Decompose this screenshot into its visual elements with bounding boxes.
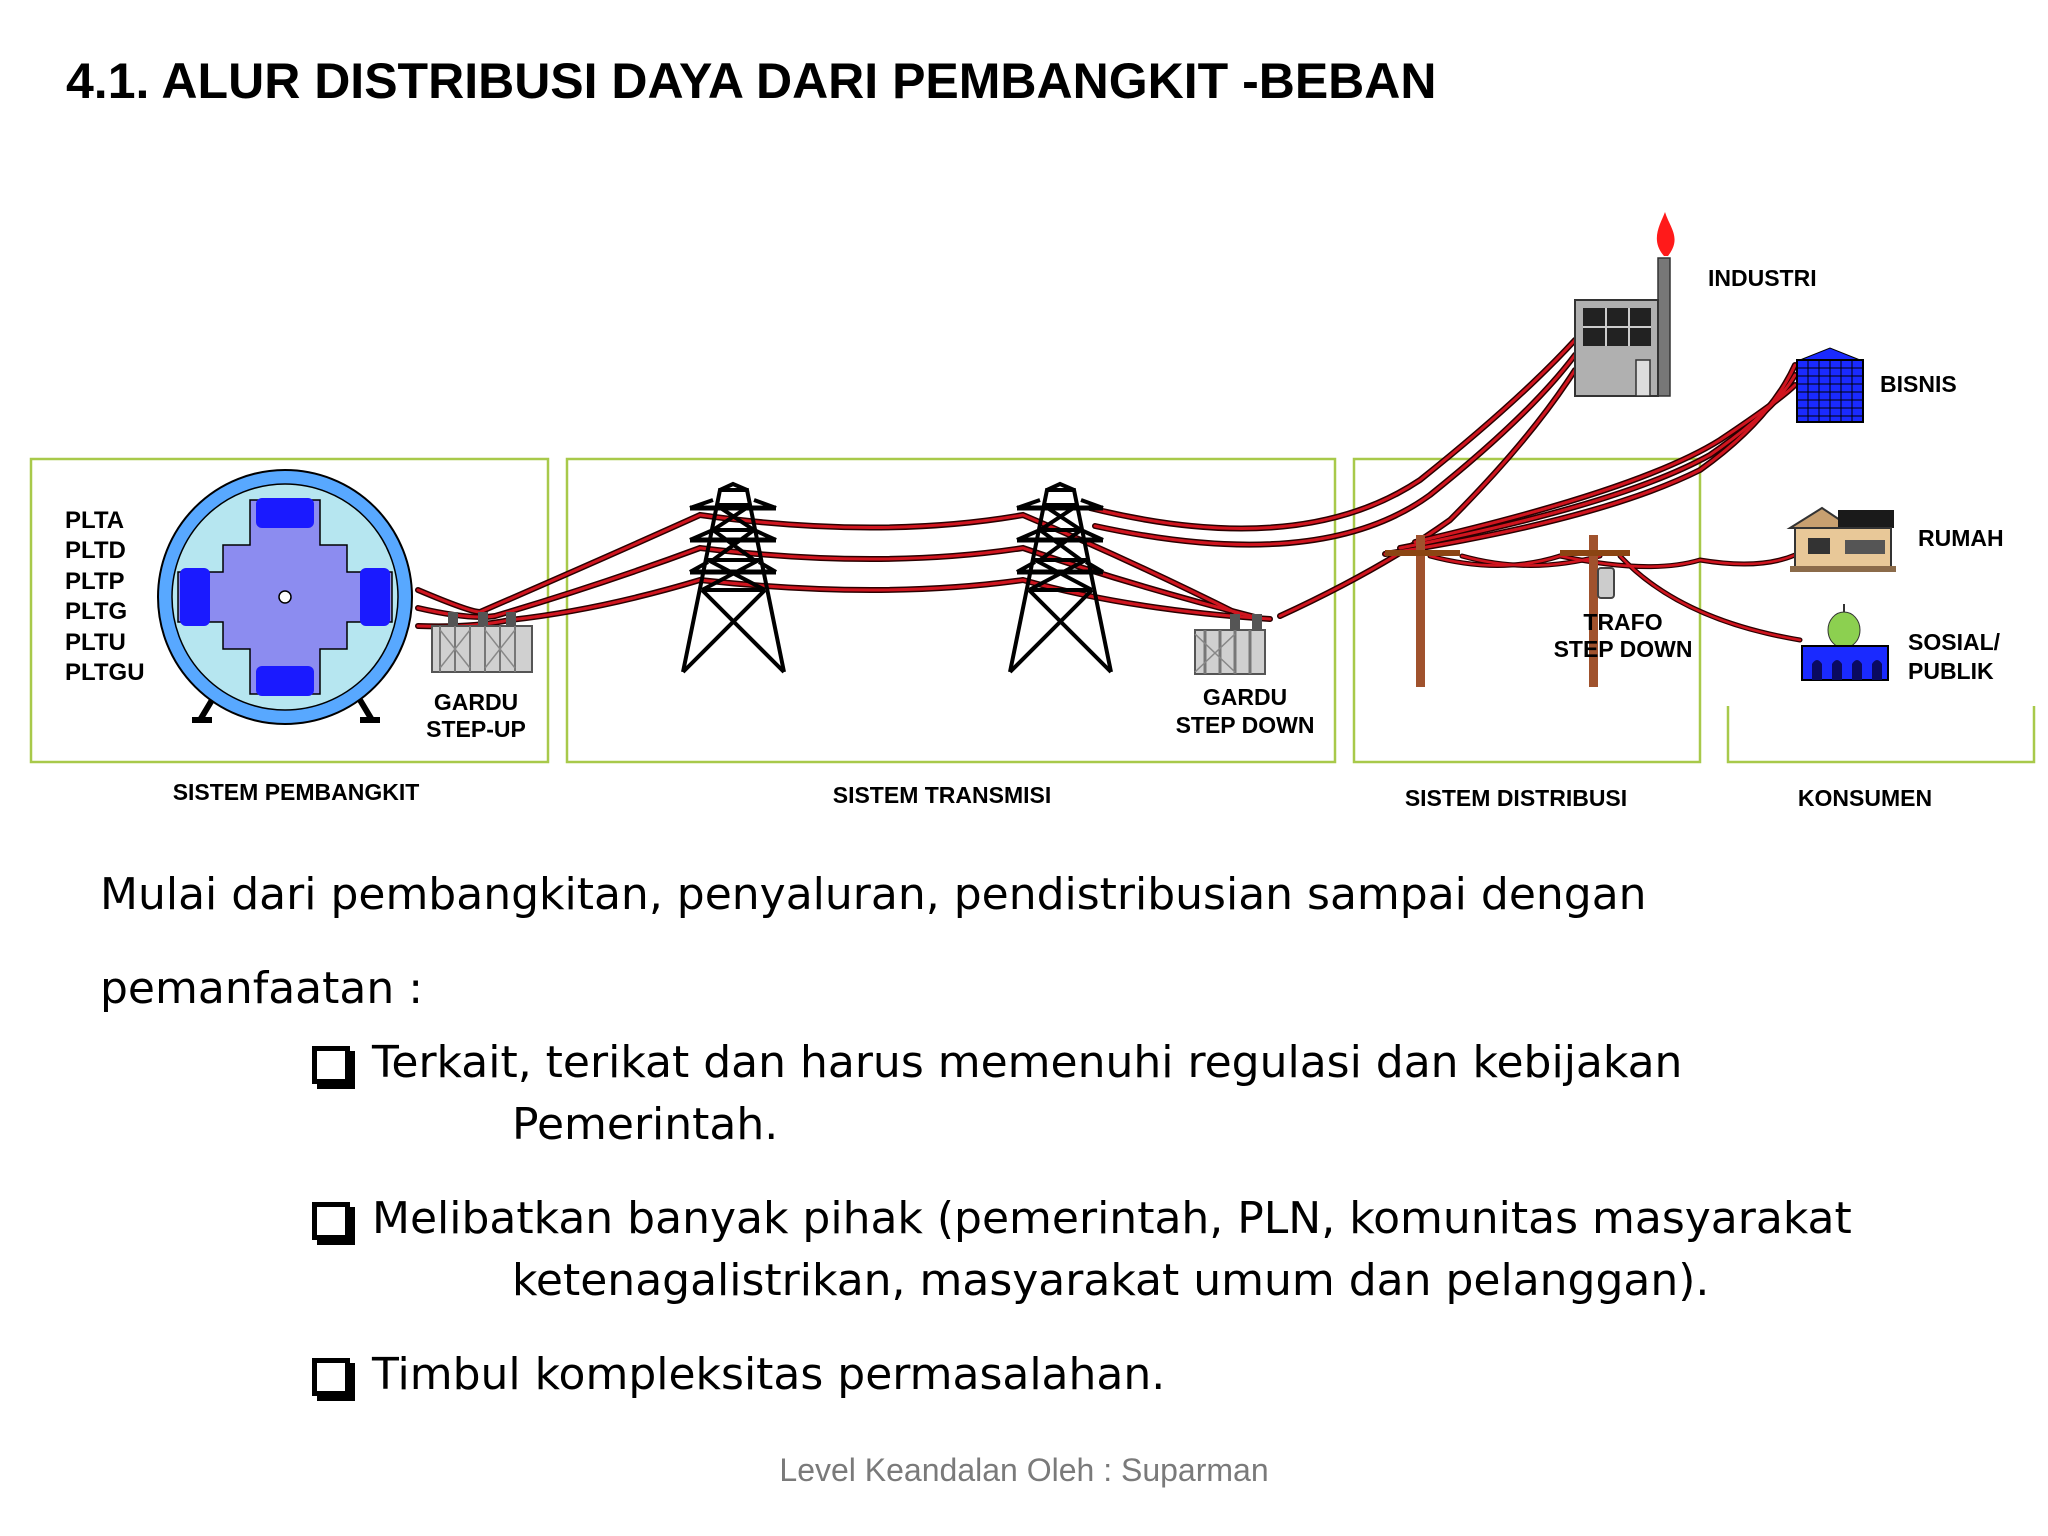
trafo-label: TRAFO bbox=[1583, 609, 1663, 635]
bullet-text-continued: Pemerintah. bbox=[512, 1099, 779, 1150]
intro-line: pemanfaatan : bbox=[100, 963, 424, 1014]
svg-text:PLTU: PLTU bbox=[65, 629, 126, 656]
svg-text:PLTP: PLTP bbox=[65, 568, 125, 595]
mosque-icon bbox=[1802, 604, 1888, 680]
gardu-stepdown-icon bbox=[1195, 614, 1265, 674]
intro-paragraph bbox=[100, 848, 1800, 1036]
footer-credit: Level Keandalan Oleh : Suparman bbox=[779, 1452, 1269, 1488]
consumer-sosial-label: PUBLIK bbox=[1908, 658, 1994, 684]
generator-icon bbox=[158, 470, 412, 724]
svg-text:PLTGU: PLTGU bbox=[65, 659, 145, 686]
intro-line: Mulai dari pembangkitan, penyaluran, pendistribusian sampai dengan bbox=[100, 869, 1647, 920]
section-distribusi-label: SISTEM DISTRIBUSI bbox=[1404, 785, 1628, 811]
checkbox-bullet-icon bbox=[312, 1046, 350, 1084]
gardu-stepup-label: GARDU bbox=[433, 689, 519, 715]
svg-text:PLTD: PLTD bbox=[65, 537, 126, 564]
section-pembangkit-label: SISTEM PEMBANGKIT bbox=[172, 779, 420, 805]
consumer-sosial-label: SOSIAL/ bbox=[1908, 629, 2001, 655]
consumer-bisnis-label: BISNIS bbox=[1880, 371, 1957, 397]
svg-text:PLTA: PLTA bbox=[65, 507, 125, 534]
gardu-stepdown-label: STEP DOWN bbox=[1175, 712, 1315, 738]
section-konsumen-label: KONSUMEN bbox=[1797, 785, 1933, 811]
house-icon bbox=[1790, 508, 1896, 572]
bullet-text: Timbul kompleksitas permasalahan. bbox=[372, 1349, 1166, 1400]
bullet-text-continued: ketenagalistrikan, masyarakat umum dan pelanggan). bbox=[512, 1255, 1710, 1306]
office-building-icon bbox=[1797, 348, 1863, 422]
box-konsumen bbox=[1728, 706, 2034, 762]
bullet-text: Terkait, terikat dan harus memenuhi regulasi dan kebijakan bbox=[372, 1037, 1683, 1088]
bullet-text: Melibatkan banyak pihak (pemerintah, PLN, komunitas masyarakat bbox=[372, 1193, 1852, 1244]
checkbox-bullet-icon bbox=[312, 1202, 350, 1240]
gardu-stepdown-label: GARDU bbox=[1202, 684, 1288, 710]
gardu-stepup-label: STEP-UP bbox=[426, 716, 526, 742]
factory-icon bbox=[1575, 212, 1675, 396]
consumer-rumah-label: RUMAH bbox=[1918, 525, 2004, 551]
page-title: 4.1. ALUR DISTRIBUSI DAYA DARI PEMBANGKIT -BEBAN bbox=[66, 53, 1437, 109]
section-transmisi-label: SISTEM TRANSMISI bbox=[832, 782, 1052, 808]
generator-type-list bbox=[65, 507, 145, 686]
consumer-industri-label: INDUSTRI bbox=[1708, 265, 1817, 291]
trafo-label: STEP DOWN bbox=[1553, 636, 1693, 662]
checkbox-bullet-icon bbox=[312, 1358, 350, 1396]
svg-text:PLTG: PLTG bbox=[65, 598, 128, 625]
